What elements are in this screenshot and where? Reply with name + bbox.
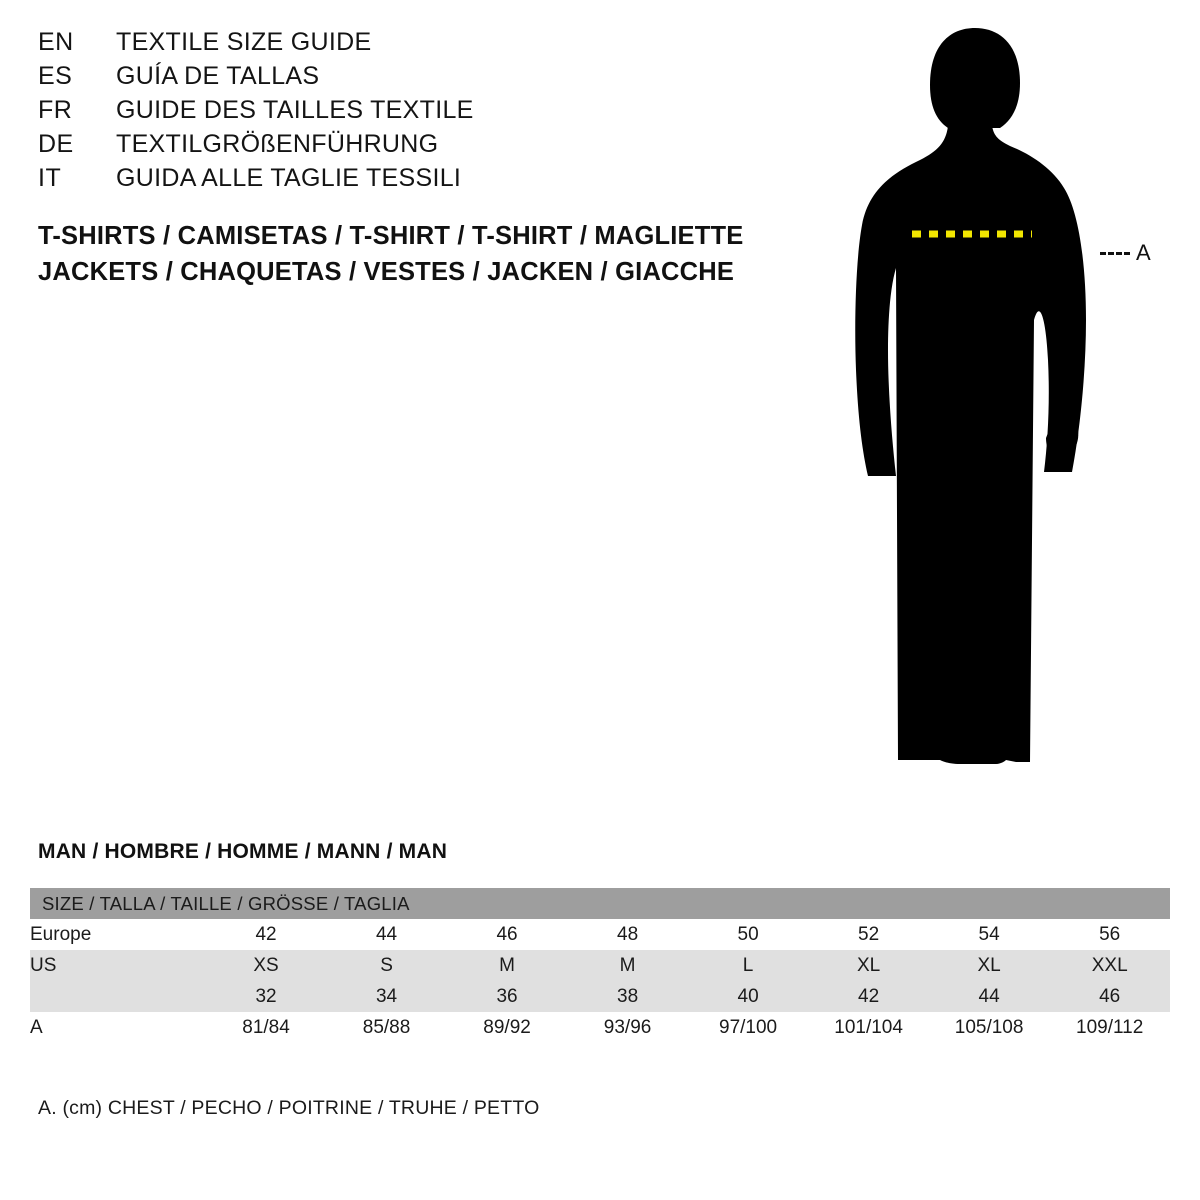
cell-value: 42	[206, 919, 327, 950]
table-header-label: SIZE / TALLA / TAILLE / GRÖSSE / TAGLIA	[30, 888, 1170, 919]
cell-value: 32	[206, 981, 327, 1012]
cell-value: 54	[929, 919, 1050, 950]
cell-value: 52	[808, 919, 929, 950]
cell-value: XXL	[1049, 950, 1170, 981]
language-row	[38, 62, 798, 96]
cell-value: 85/88	[326, 1012, 447, 1043]
cell-value: 46	[1049, 981, 1170, 1012]
language-code: IT	[38, 164, 62, 192]
table-row	[30, 1012, 1170, 1043]
language-header-block	[38, 28, 798, 198]
cell-value: 44	[326, 919, 447, 950]
language-title: TEXTILE SIZE GUIDE	[116, 28, 372, 56]
section-title-man: MAN / HOMBRE / HOMME / MANN / MAN	[38, 840, 448, 863]
cell-value: 97/100	[688, 1012, 809, 1043]
cell-value: XS	[206, 950, 327, 981]
language-title: GUIDE DES TAILLES TEXTILE	[116, 96, 474, 124]
cell-value: 48	[567, 919, 688, 950]
language-code: FR	[38, 96, 73, 124]
measure-label-a: A	[1136, 240, 1152, 265]
language-code: DE	[38, 130, 74, 158]
cell-value: 36	[447, 981, 568, 1012]
cell-value: 81/84	[206, 1012, 327, 1043]
table-header-row	[30, 888, 1170, 919]
language-row	[38, 28, 798, 62]
cell-value: 50	[688, 919, 809, 950]
cell-value: 101/104	[808, 1012, 929, 1043]
cell-value: 89/92	[447, 1012, 568, 1043]
language-title: GUIDA ALLE TAGLIE TESSILI	[116, 164, 462, 192]
language-row	[38, 164, 798, 198]
cell-value: 46	[447, 919, 568, 950]
cell-value: 105/108	[929, 1012, 1050, 1043]
row-label: A	[30, 1012, 206, 1043]
cell-value: XL	[929, 950, 1050, 981]
language-code: EN	[38, 28, 74, 56]
cell-value: 42	[808, 981, 929, 1012]
cell-value: 56	[1049, 919, 1170, 950]
cell-value: L	[688, 950, 809, 981]
language-row	[38, 130, 798, 164]
table-row	[30, 950, 1170, 981]
row-label: US	[30, 950, 206, 981]
row-label: Europe	[30, 919, 206, 950]
table-footnote: A. (cm) CHEST / PECHO / POITRINE / TRUHE / PETTO	[38, 1097, 540, 1119]
garment-category-block	[38, 218, 838, 290]
cell-value: 44	[929, 981, 1050, 1012]
cell-value: 38	[567, 981, 688, 1012]
cell-value: M	[567, 950, 688, 981]
measure-leader-line	[1100, 252, 1130, 257]
cell-value: 40	[688, 981, 809, 1012]
cell-value: S	[326, 950, 447, 981]
language-row	[38, 96, 798, 130]
language-title: GUÍA DE TALLAS	[116, 62, 320, 90]
category-jackets: JACKETS / CHAQUETAS / VESTES / JACKEN / GIACCHE	[38, 258, 735, 286]
size-table	[30, 888, 1170, 1043]
cell-value: 93/96	[567, 1012, 688, 1043]
category-tshirts: T-SHIRTS / CAMISETAS / T-SHIRT / T-SHIRT / MAGLIETTE	[38, 222, 744, 250]
language-title: TEXTILGRÖßENFÜHRUNG	[116, 130, 439, 158]
table-row	[30, 981, 1170, 1012]
row-label	[30, 981, 206, 1012]
cell-value: XL	[808, 950, 929, 981]
cell-value: M	[447, 950, 568, 981]
male-silhouette-icon	[820, 20, 1180, 790]
table-row	[30, 919, 1170, 950]
cell-value: 109/112	[1049, 1012, 1170, 1043]
body-figure	[820, 20, 1180, 790]
language-code: ES	[38, 62, 73, 90]
cell-value: 34	[326, 981, 447, 1012]
